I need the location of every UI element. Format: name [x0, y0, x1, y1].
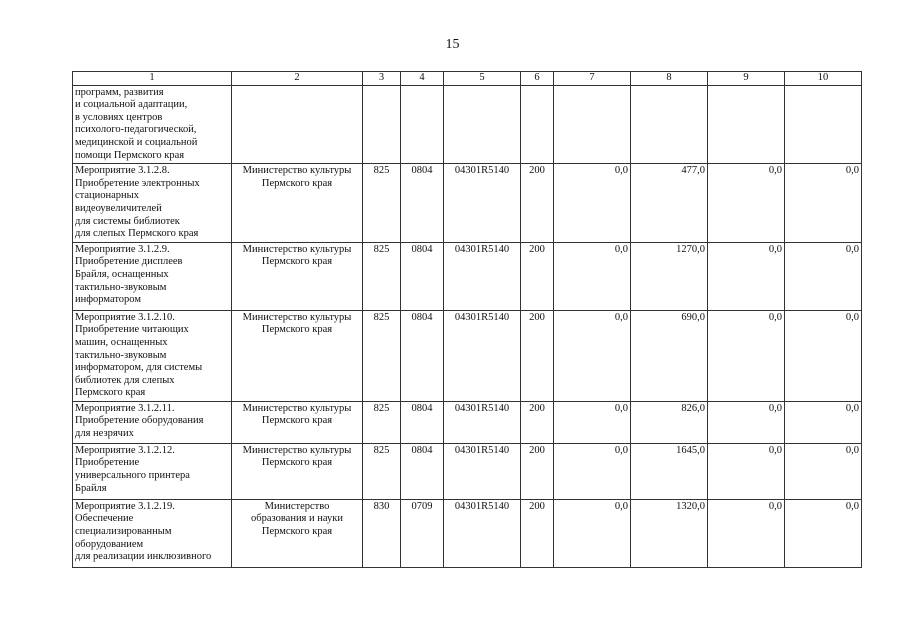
amount-cell: 0,0	[554, 164, 631, 243]
activity-name-line: программ, развития	[75, 86, 164, 98]
activity-name-line: Приобретение электронных	[75, 177, 200, 189]
table-row	[73, 242, 862, 310]
section-code-cell: 0804	[401, 242, 444, 310]
activity-name-line: помощи Пермского края	[75, 149, 185, 161]
table-header-row	[73, 72, 862, 86]
responsible-org-line: образования и науки	[251, 513, 343, 525]
activity-name-line: видеоувеличителей	[75, 202, 162, 214]
table-row	[73, 499, 862, 567]
expense-type-cell: 200	[521, 499, 554, 567]
activity-name-line: Приобретение читающих	[75, 324, 189, 336]
budget-table	[72, 71, 862, 568]
section-code-cell: 0804	[401, 401, 444, 443]
activity-name-line: информатором, для системы	[75, 362, 203, 374]
responsible-org-line: Министерство культуры	[242, 243, 352, 255]
amount-cell: 0,0	[708, 310, 785, 401]
activity-name-line: тактильно-звуковым	[75, 281, 167, 293]
responsible-org-cell	[232, 443, 363, 499]
activity-name-line: тактильно-звуковым	[75, 349, 167, 361]
ministry-code-cell: 825	[363, 310, 401, 401]
activity-name-line: машин, оснащенных	[75, 336, 168, 348]
amount-cell: 826,0	[631, 401, 708, 443]
activity-name-cell	[73, 443, 232, 499]
ministry-code-cell: 830	[363, 499, 401, 567]
activity-name-line: Мероприятие 3.1.2.8.	[75, 165, 170, 177]
amount-cell: 0,0	[554, 499, 631, 567]
amount-cell: 690,0	[631, 310, 708, 401]
table-row	[73, 85, 862, 164]
amount-cell: 0,0	[785, 499, 862, 567]
amount-cell: 0,0	[554, 310, 631, 401]
column-header: 4	[401, 72, 444, 86]
column-header: 6	[521, 72, 554, 86]
expense-type-cell: 200	[521, 310, 554, 401]
activity-name-line: Обеспечение	[75, 513, 134, 525]
activity-name-line: Пермского края	[75, 387, 146, 399]
amount-cell: 0,0	[708, 499, 785, 567]
amount-cell: 0,0	[785, 164, 862, 243]
column-header: 1	[73, 72, 232, 86]
responsible-org-cell	[232, 164, 363, 243]
amount-cell: 0,0	[785, 242, 862, 310]
activity-name-cell	[73, 499, 232, 567]
responsible-org-line: Министерство культуры	[242, 165, 352, 177]
activity-name-line: Брайля, оснащенных	[75, 268, 169, 280]
target-article-cell: 04301R5140	[444, 499, 521, 567]
column-header: 7	[554, 72, 631, 86]
amount-cell: 0,0	[785, 401, 862, 443]
activity-name-line: психолого-педагогической,	[75, 124, 197, 136]
activity-name-line: Приобретение оборудования	[75, 415, 204, 427]
responsible-org-line: Пермского края	[261, 526, 333, 538]
column-header: 9	[708, 72, 785, 86]
ministry-code-cell: 825	[363, 164, 401, 243]
target-article-cell: 04301R5140	[444, 164, 521, 243]
responsible-org-line: Министерство культуры	[242, 444, 352, 456]
amount-cell: 0,0	[554, 443, 631, 499]
expense-type-cell	[521, 85, 554, 164]
amount-cell: 1645,0	[631, 443, 708, 499]
responsible-org-cell	[232, 85, 363, 164]
activity-name-line: Мероприятие 3.1.2.9.	[75, 243, 170, 255]
amount-cell: 0,0	[554, 401, 631, 443]
amount-cell: 0,0	[708, 242, 785, 310]
section-code-cell: 0804	[401, 310, 444, 401]
activity-name-line: Мероприятие 3.1.2.12.	[75, 444, 175, 456]
amount-cell	[785, 85, 862, 164]
activity-name-line: в условиях центров	[75, 111, 163, 123]
responsible-org-line: Пермского края	[261, 415, 333, 427]
responsible-org-line: Пермского края	[261, 256, 333, 268]
responsible-org-line: Министерство	[264, 500, 330, 512]
activity-name-line: для системы библиотек	[75, 215, 180, 227]
activity-name-line: стационарных	[75, 190, 139, 202]
ministry-code-cell: 825	[363, 443, 401, 499]
table-row	[73, 443, 862, 499]
activity-name-cell	[73, 164, 232, 243]
responsible-org-line: Министерство культуры	[242, 311, 352, 323]
target-article-cell: 04301R5140	[444, 310, 521, 401]
table-row	[73, 164, 862, 243]
amount-cell: 477,0	[631, 164, 708, 243]
activity-name-line: информатором	[75, 294, 141, 306]
amount-cell: 0,0	[708, 401, 785, 443]
amount-cell: 0,0	[785, 443, 862, 499]
page-number: 15	[445, 37, 460, 52]
responsible-org-line: Пермского края	[261, 457, 333, 469]
amount-cell	[631, 85, 708, 164]
responsible-org-line: Пермского края	[261, 177, 333, 189]
responsible-org-line: Пермского края	[261, 324, 333, 336]
expense-type-cell: 200	[521, 242, 554, 310]
expense-type-cell: 200	[521, 401, 554, 443]
section-code-cell	[401, 85, 444, 164]
target-article-cell: 04301R5140	[444, 443, 521, 499]
activity-name-line: Приобретение дисплеев	[75, 256, 183, 268]
activity-name-line: Брайля	[75, 482, 107, 494]
amount-cell: 0,0	[554, 242, 631, 310]
activity-name-cell	[73, 242, 232, 310]
column-header: 10	[785, 72, 862, 86]
expense-type-cell: 200	[521, 164, 554, 243]
activity-name-line: библиотек для слепых	[75, 374, 175, 386]
activity-name-line: Мероприятие 3.1.2.11.	[75, 402, 175, 414]
amount-cell: 0,0	[708, 164, 785, 243]
amount-cell: 0,0	[708, 443, 785, 499]
activity-name-line: для реализации инклюзивного	[75, 551, 212, 563]
column-header: 3	[363, 72, 401, 86]
expense-type-cell: 200	[521, 443, 554, 499]
section-code-cell: 0709	[401, 499, 444, 567]
activity-name-cell	[73, 401, 232, 443]
ministry-code-cell: 825	[363, 242, 401, 310]
activity-name-line: оборудованием	[75, 538, 144, 550]
column-header: 5	[444, 72, 521, 86]
target-article-cell	[444, 85, 521, 164]
responsible-org-cell	[232, 310, 363, 401]
table-body	[73, 85, 862, 567]
activity-name-line: универсального принтера	[75, 470, 190, 482]
responsible-org-cell	[232, 499, 363, 567]
activity-name-line: и социальной адаптации,	[75, 99, 188, 111]
activity-name-cell	[73, 310, 232, 401]
ministry-code-cell: 825	[363, 401, 401, 443]
responsible-org-cell	[232, 242, 363, 310]
table-row	[73, 310, 862, 401]
column-header: 2	[232, 72, 363, 86]
activity-name-line: Мероприятие 3.1.2.19.	[75, 500, 175, 512]
target-article-cell: 04301R5140	[444, 401, 521, 443]
section-code-cell: 0804	[401, 443, 444, 499]
table-row	[73, 401, 862, 443]
activity-name-line: Мероприятие 3.1.2.10.	[75, 311, 175, 323]
responsible-org-cell	[232, 401, 363, 443]
activity-name-cell	[73, 85, 232, 164]
target-article-cell: 04301R5140	[444, 242, 521, 310]
activity-name-line: для незрячих	[75, 428, 134, 440]
section-code-cell: 0804	[401, 164, 444, 243]
responsible-org-line: Министерство культуры	[242, 402, 352, 414]
activity-name-line: для слепых Пермского края	[75, 228, 199, 240]
amount-cell: 0,0	[785, 310, 862, 401]
column-header: 8	[631, 72, 708, 86]
amount-cell: 1270,0	[631, 242, 708, 310]
activity-name-line: медицинской и социальной	[75, 136, 198, 148]
activity-name-line: специализированным	[75, 526, 172, 538]
amount-cell: 1320,0	[631, 499, 708, 567]
amount-cell	[708, 85, 785, 164]
ministry-code-cell	[363, 85, 401, 164]
activity-name-line: Приобретение	[75, 457, 140, 469]
amount-cell	[554, 85, 631, 164]
